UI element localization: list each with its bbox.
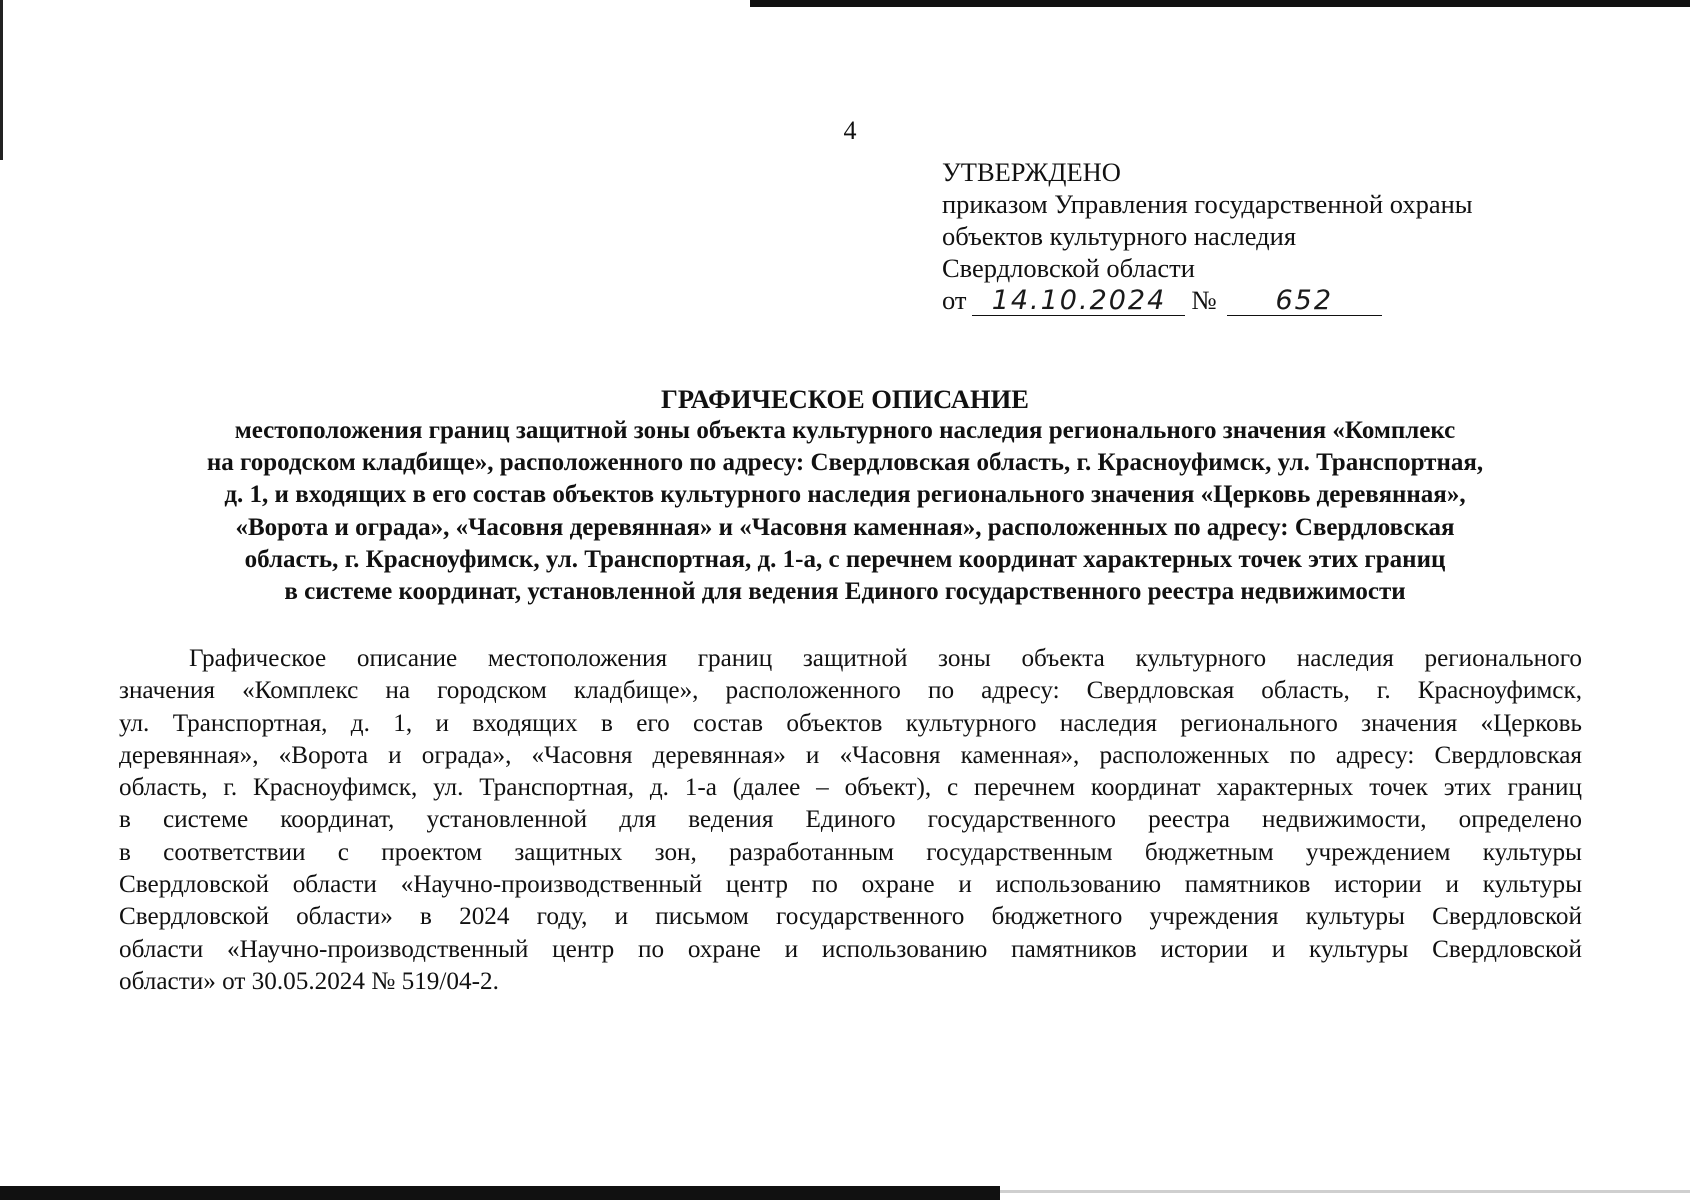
approval-line: приказом Управления государственной охраны: [942, 189, 1473, 219]
subtitle-line: область, г. Красноуфимск, ул. Транспортная, д. 1-а, с перечнем координат характерных точек этих границ: [244, 545, 1446, 573]
body-line: области» от 30.05.2024 № 519/04-2.: [119, 967, 499, 995]
body-line: ул. Транспортная, д. 1, и входящих в его состав объектов культурного наследия регионального значения «Церковь: [119, 709, 1582, 737]
subtitle-line: на городском кладбище», расположенного по адресу: Свердловская область, г. Красноуфимск, ул. Транспортная,: [206, 449, 1484, 477]
body-line: область, г. Красноуфимск, ул. Транспортная, д. 1-а (далее – объект), с перечнем координат характерных точек этих границ: [119, 774, 1582, 802]
subtitle-line: местоположения границ защитной зоны объекта культурного наследия регионального значения «Комплекс: [234, 417, 1456, 444]
subtitle-line: «Ворота и ограда», «Часовня деревянная» и «Часовня каменная», расположенных по адресу: Свердловская: [235, 513, 1455, 541]
approval-block: [942, 156, 1473, 316]
scan-edge-bottom-thin: [1000, 1190, 1690, 1193]
approval-line: объектов культурного наследия: [942, 221, 1297, 251]
number-prefix: №: [1191, 285, 1217, 315]
page-number: 4: [843, 116, 857, 145]
body-line: Графическое описание местоположения границ защитной зоны объекта культурного наследия регионального: [189, 645, 1582, 672]
scan-edge-top: [750, 0, 1690, 7]
body-line: значения «Комплекс на городском кладбище», расположенного по адресу: Свердловская область, г. Красноуфимск,: [119, 677, 1582, 705]
scan-edge-bottom: [0, 1186, 1000, 1200]
body-line: области «Научно-производственный центр по охране и использованию памятников истории и культуры Свердловской: [119, 935, 1582, 963]
scan-edge-left: [0, 0, 3, 160]
body-line: Свердловской области» в 2024 году, и письмом государственного бюджетного учреждения культуры Свердловской: [119, 903, 1582, 931]
body-line: в системе координат, установленной для ведения Единого государственного реестра недвижимости, определено: [119, 806, 1582, 834]
body-line: Свердловской области «Научно-производственный центр по охране и использованию памятников истории и культуры: [119, 871, 1582, 899]
date-prefix: от: [942, 285, 967, 315]
approval-heading: УТВЕРЖДЕНО: [942, 157, 1121, 187]
approval-line: Свердловской области: [942, 253, 1195, 283]
document-title: ГРАФИЧЕСКОЕ ОПИСАНИЕ: [661, 384, 1029, 414]
handwritten-date: 14.10.2024: [972, 287, 1185, 316]
body-paragraph: [119, 643, 1582, 998]
subtitle-line: в системе координат, установленной для ведения Единого государственного реестра недвижимости: [284, 578, 1406, 606]
approval-date-number-line: [942, 284, 1473, 316]
body-line: в соответствии с проектом защитных зон, разработанным государственным бюджетным учреждением культуры: [119, 838, 1582, 866]
document-subtitle: [110, 415, 1580, 608]
body-line: деревянная», «Ворота и ограда», «Часовня деревянная» и «Часовня каменная», расположенных по адресу: Свердловская: [119, 741, 1582, 769]
handwritten-order-number: 652: [1227, 287, 1382, 316]
subtitle-line: д. 1, и входящих в его состав объектов культурного наследия регионального значения «Церковь деревянная»,: [224, 481, 1466, 509]
